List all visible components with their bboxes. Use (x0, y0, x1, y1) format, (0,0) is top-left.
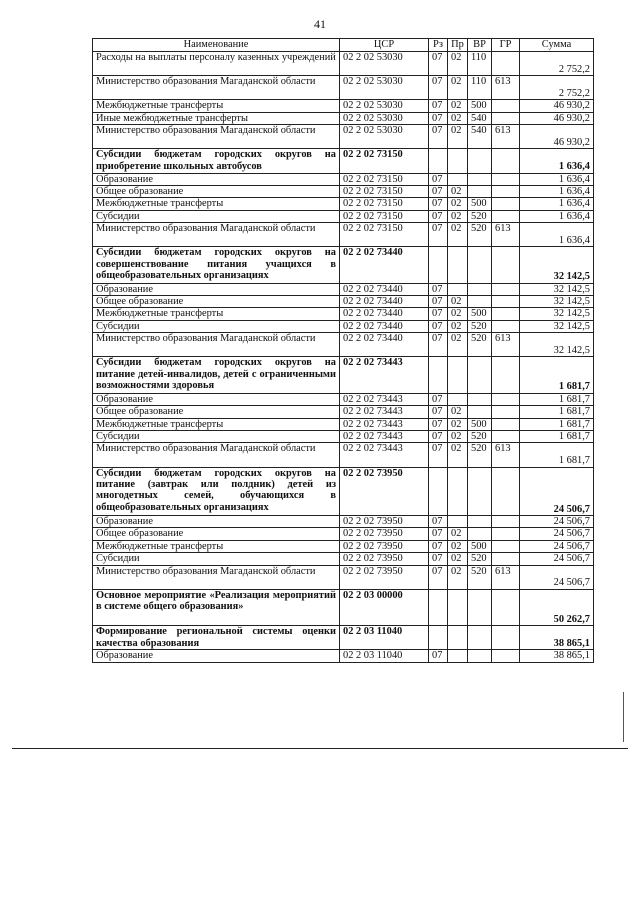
cell-name: Министерство образования Магаданской области (93, 333, 340, 357)
cell-rz: 07 (429, 112, 448, 124)
cell-name: Иные межбюджетные трансферты (93, 112, 340, 124)
cell-csr: 02 2 02 73443 (340, 443, 429, 467)
cell-rz: 07 (429, 100, 448, 112)
cell-rz: 07 (429, 650, 448, 662)
cell-sum: 1 636,4 (520, 173, 594, 185)
cell-sum: 32 142,5 (520, 247, 594, 283)
cell-rz: 07 (429, 296, 448, 308)
edge-mark (623, 692, 624, 742)
cell-vr (468, 626, 492, 650)
cell-sum: 1 681,7 (520, 357, 594, 393)
table-row (93, 393, 594, 405)
cell-rz: 07 (429, 443, 448, 467)
cell-vr (468, 283, 492, 295)
cell-vr: 500 (468, 540, 492, 552)
cell-sum: 32 142,5 (520, 283, 594, 295)
bottom-rule (12, 748, 628, 749)
cell-name: Субсидии (93, 553, 340, 565)
cell-sum: 32 142,5 (520, 296, 594, 308)
cell-gr (492, 393, 520, 405)
cell-sum: 1 681,7 (520, 393, 594, 405)
cell-csr: 02 2 02 73440 (340, 247, 429, 283)
cell-gr: 613 (492, 223, 520, 247)
cell-gr (492, 406, 520, 418)
table-row (93, 76, 594, 100)
cell-sum: 2 752,2 (520, 76, 594, 100)
cell-pr: 02 (448, 565, 468, 589)
cell-pr: 02 (448, 296, 468, 308)
table-row (93, 528, 594, 540)
budget-table (92, 38, 594, 663)
table-row (93, 357, 594, 393)
cell-csr: 02 2 02 73950 (340, 528, 429, 540)
cell-rz: 07 (429, 320, 448, 332)
cell-csr: 02 2 02 73440 (340, 283, 429, 295)
table-row (93, 149, 594, 173)
cell-name: Образование (93, 173, 340, 185)
cell-rz (429, 467, 448, 515)
cell-gr (492, 296, 520, 308)
cell-sum: 46 930,2 (520, 125, 594, 149)
cell-pr: 02 (448, 528, 468, 540)
cell-gr (492, 467, 520, 515)
cell-gr (492, 52, 520, 76)
header-pr: Пр (448, 39, 468, 52)
cell-pr: 02 (448, 52, 468, 76)
cell-name: Субсидии бюджетам городских округов на питание детей-инвалидов, детей с ограниченными возможностями здоровья (93, 357, 340, 393)
table-row (93, 296, 594, 308)
cell-rz: 07 (429, 185, 448, 197)
cell-gr: 613 (492, 443, 520, 467)
cell-csr: 02 2 02 73443 (340, 418, 429, 430)
cell-gr: 613 (492, 76, 520, 100)
cell-name: Межбюджетные трансферты (93, 198, 340, 210)
cell-vr: 520 (468, 565, 492, 589)
cell-sum: 24 506,7 (520, 515, 594, 527)
cell-name: Образование (93, 393, 340, 405)
cell-name: Межбюджетные трансферты (93, 308, 340, 320)
cell-gr (492, 320, 520, 332)
cell-vr (468, 357, 492, 393)
cell-vr (468, 406, 492, 418)
table-row (93, 210, 594, 222)
cell-gr (492, 626, 520, 650)
table-row (93, 540, 594, 552)
cell-csr: 02 2 02 73150 (340, 185, 429, 197)
table-row (93, 320, 594, 332)
cell-vr (468, 296, 492, 308)
cell-pr (448, 650, 468, 662)
cell-sum: 38 865,1 (520, 650, 594, 662)
cell-rz: 07 (429, 223, 448, 247)
cell-vr: 110 (468, 76, 492, 100)
cell-csr: 02 2 02 73150 (340, 198, 429, 210)
cell-gr (492, 283, 520, 295)
cell-vr: 500 (468, 198, 492, 210)
cell-gr (492, 210, 520, 222)
cell-gr (492, 515, 520, 527)
cell-vr (468, 528, 492, 540)
cell-name: Субсидии (93, 431, 340, 443)
cell-name: Общее образование (93, 528, 340, 540)
table-row (93, 589, 594, 625)
table-row (93, 308, 594, 320)
cell-csr: 02 2 02 53030 (340, 112, 429, 124)
cell-gr (492, 357, 520, 393)
cell-name: Субсидии (93, 210, 340, 222)
cell-pr: 02 (448, 223, 468, 247)
cell-csr: 02 2 02 73443 (340, 393, 429, 405)
cell-vr: 520 (468, 553, 492, 565)
cell-pr: 02 (448, 406, 468, 418)
cell-pr (448, 283, 468, 295)
cell-name: Субсидии бюджетам городских округов на совершенствование питания учащихся в общеобразовательных организациях (93, 247, 340, 283)
cell-name: Межбюджетные трансферты (93, 540, 340, 552)
cell-rz: 07 (429, 210, 448, 222)
table-row (93, 125, 594, 149)
cell-csr: 02 2 02 73443 (340, 406, 429, 418)
cell-rz (429, 247, 448, 283)
cell-name: Формирование региональной системы оценки качества образования (93, 626, 340, 650)
cell-gr (492, 553, 520, 565)
cell-name: Общее образование (93, 296, 340, 308)
cell-pr: 02 (448, 320, 468, 332)
cell-sum: 2 752,2 (520, 52, 594, 76)
cell-gr (492, 589, 520, 625)
header-row (93, 39, 594, 52)
cell-gr (492, 173, 520, 185)
cell-gr (492, 308, 520, 320)
cell-rz: 07 (429, 125, 448, 149)
cell-pr: 02 (448, 443, 468, 467)
cell-rz: 07 (429, 540, 448, 552)
header-rz: Рз (429, 39, 448, 52)
cell-vr (468, 149, 492, 173)
cell-name: Общее образование (93, 185, 340, 197)
cell-vr: 520 (468, 210, 492, 222)
cell-gr (492, 100, 520, 112)
cell-rz: 07 (429, 406, 448, 418)
cell-rz (429, 357, 448, 393)
cell-sum: 32 142,5 (520, 308, 594, 320)
cell-pr (448, 149, 468, 173)
cell-name: Расходы на выплаты персоналу казенных учреждений (93, 52, 340, 76)
cell-sum: 24 506,7 (520, 528, 594, 540)
cell-pr: 02 (448, 76, 468, 100)
cell-pr: 02 (448, 185, 468, 197)
cell-gr (492, 198, 520, 210)
cell-vr: 500 (468, 308, 492, 320)
cell-rz: 07 (429, 515, 448, 527)
table-row (93, 173, 594, 185)
cell-pr (448, 173, 468, 185)
cell-name: Субсидии бюджетам городских округов на питание (завтрак или полдник) детей из многодетных семей, обучающихся в общеобразовательных организациях (93, 467, 340, 515)
cell-csr: 02 2 03 00000 (340, 589, 429, 625)
cell-vr: 540 (468, 125, 492, 149)
header-csr: ЦСР (340, 39, 429, 52)
table-row (93, 431, 594, 443)
table-row (93, 52, 594, 76)
cell-sum: 24 506,7 (520, 565, 594, 589)
table-row (93, 626, 594, 650)
cell-rz (429, 149, 448, 173)
cell-csr: 02 2 02 73440 (340, 308, 429, 320)
cell-csr: 02 2 02 53030 (340, 76, 429, 100)
cell-csr: 02 2 02 73150 (340, 223, 429, 247)
cell-vr: 500 (468, 418, 492, 430)
cell-pr: 02 (448, 125, 468, 149)
cell-vr (468, 393, 492, 405)
cell-pr: 02 (448, 431, 468, 443)
cell-pr (448, 393, 468, 405)
table-row (93, 100, 594, 112)
cell-csr: 02 2 02 73950 (340, 565, 429, 589)
cell-rz (429, 589, 448, 625)
cell-sum: 1 681,7 (520, 443, 594, 467)
table-row (93, 515, 594, 527)
table-row (93, 418, 594, 430)
cell-sum: 1 636,4 (520, 223, 594, 247)
table-row (93, 198, 594, 210)
cell-pr: 02 (448, 308, 468, 320)
cell-name: Министерство образования Магаданской области (93, 76, 340, 100)
cell-pr (448, 357, 468, 393)
cell-sum: 38 865,1 (520, 626, 594, 650)
cell-sum: 24 506,7 (520, 540, 594, 552)
cell-sum: 1 636,4 (520, 185, 594, 197)
cell-vr (468, 515, 492, 527)
cell-csr: 02 2 02 73150 (340, 173, 429, 185)
cell-vr (468, 185, 492, 197)
cell-vr: 520 (468, 443, 492, 467)
table-row (93, 283, 594, 295)
cell-csr: 02 2 02 53030 (340, 100, 429, 112)
cell-name: Субсидии (93, 320, 340, 332)
cell-sum: 1 636,4 (520, 198, 594, 210)
cell-csr: 02 2 02 73150 (340, 149, 429, 173)
cell-vr: 110 (468, 52, 492, 76)
header-sum: Сумма (520, 39, 594, 52)
cell-rz: 07 (429, 333, 448, 357)
cell-pr: 02 (448, 210, 468, 222)
cell-gr (492, 112, 520, 124)
cell-name: Общее образование (93, 406, 340, 418)
cell-name: Министерство образования Магаданской области (93, 125, 340, 149)
cell-pr (448, 626, 468, 650)
cell-name: Межбюджетные трансферты (93, 418, 340, 430)
cell-csr: 02 2 02 73443 (340, 357, 429, 393)
cell-rz (429, 626, 448, 650)
cell-sum: 50 262,7 (520, 589, 594, 625)
cell-csr: 02 2 03 11040 (340, 626, 429, 650)
cell-gr (492, 540, 520, 552)
cell-vr (468, 247, 492, 283)
cell-csr: 02 2 02 53030 (340, 52, 429, 76)
cell-pr: 02 (448, 112, 468, 124)
cell-vr: 500 (468, 100, 492, 112)
cell-rz: 07 (429, 565, 448, 589)
cell-csr: 02 2 02 73440 (340, 296, 429, 308)
cell-vr: 520 (468, 431, 492, 443)
table-row (93, 185, 594, 197)
cell-pr (448, 467, 468, 515)
table-row (93, 565, 594, 589)
cell-gr (492, 431, 520, 443)
header-name: Наименование (93, 39, 340, 52)
table-body (93, 52, 594, 663)
cell-rz: 07 (429, 553, 448, 565)
cell-rz: 07 (429, 418, 448, 430)
cell-sum: 1 636,4 (520, 210, 594, 222)
cell-name: Министерство образования Магаданской области (93, 443, 340, 467)
cell-gr (492, 528, 520, 540)
cell-sum: 1 681,7 (520, 406, 594, 418)
table-row (93, 223, 594, 247)
cell-sum: 32 142,5 (520, 333, 594, 357)
table-row (93, 467, 594, 515)
cell-name: Министерство образования Магаданской области (93, 565, 340, 589)
cell-name: Субсидии бюджетам городских округов на приобретение школьных автобусов (93, 149, 340, 173)
cell-name: Образование (93, 283, 340, 295)
cell-sum: 1 681,7 (520, 418, 594, 430)
cell-sum: 1 681,7 (520, 431, 594, 443)
cell-rz: 07 (429, 198, 448, 210)
cell-name: Межбюджетные трансферты (93, 100, 340, 112)
cell-vr (468, 467, 492, 515)
cell-csr: 02 2 02 73440 (340, 320, 429, 332)
cell-sum: 24 506,7 (520, 467, 594, 515)
cell-gr (492, 247, 520, 283)
table-row (93, 247, 594, 283)
cell-gr: 613 (492, 333, 520, 357)
cell-csr: 02 2 02 73950 (340, 540, 429, 552)
cell-rz: 07 (429, 52, 448, 76)
table-row (93, 443, 594, 467)
cell-csr: 02 2 02 73950 (340, 467, 429, 515)
cell-pr: 02 (448, 418, 468, 430)
cell-csr: 02 2 02 73440 (340, 333, 429, 357)
cell-rz: 07 (429, 173, 448, 185)
table-row (93, 112, 594, 124)
cell-vr: 540 (468, 112, 492, 124)
cell-gr (492, 418, 520, 430)
cell-sum: 46 930,2 (520, 112, 594, 124)
cell-sum: 46 930,2 (520, 100, 594, 112)
cell-csr: 02 2 02 73950 (340, 515, 429, 527)
table-row (93, 553, 594, 565)
cell-csr: 02 2 02 73950 (340, 553, 429, 565)
cell-name: Основное мероприятие «Реализация мероприятий в системе общего образования» (93, 589, 340, 625)
header-vr: ВР (468, 39, 492, 52)
cell-vr (468, 650, 492, 662)
cell-vr: 520 (468, 333, 492, 357)
cell-pr: 02 (448, 553, 468, 565)
cell-vr: 520 (468, 223, 492, 247)
cell-rz: 07 (429, 283, 448, 295)
table-row (93, 406, 594, 418)
cell-sum: 32 142,5 (520, 320, 594, 332)
cell-csr: 02 2 03 11040 (340, 650, 429, 662)
cell-name: Образование (93, 650, 340, 662)
cell-gr (492, 185, 520, 197)
cell-gr: 613 (492, 125, 520, 149)
cell-rz: 07 (429, 431, 448, 443)
cell-pr (448, 247, 468, 283)
cell-vr: 520 (468, 320, 492, 332)
cell-pr (448, 515, 468, 527)
cell-sum: 24 506,7 (520, 553, 594, 565)
cell-vr (468, 173, 492, 185)
cell-rz: 07 (429, 393, 448, 405)
header-gr: ГР (492, 39, 520, 52)
cell-pr (448, 589, 468, 625)
cell-name: Образование (93, 515, 340, 527)
table-row (93, 333, 594, 357)
cell-gr (492, 650, 520, 662)
cell-sum: 1 636,4 (520, 149, 594, 173)
cell-gr: 613 (492, 565, 520, 589)
table-row (93, 650, 594, 662)
cell-pr: 02 (448, 100, 468, 112)
cell-vr (468, 589, 492, 625)
cell-pr: 02 (448, 333, 468, 357)
cell-gr (492, 149, 520, 173)
cell-pr: 02 (448, 198, 468, 210)
cell-rz: 07 (429, 528, 448, 540)
cell-csr: 02 2 02 53030 (340, 125, 429, 149)
cell-csr: 02 2 02 73443 (340, 431, 429, 443)
page-number: 41 (314, 17, 326, 31)
cell-rz: 07 (429, 76, 448, 100)
cell-csr: 02 2 02 73150 (340, 210, 429, 222)
cell-rz: 07 (429, 308, 448, 320)
cell-name: Министерство образования Магаданской области (93, 223, 340, 247)
cell-pr: 02 (448, 540, 468, 552)
